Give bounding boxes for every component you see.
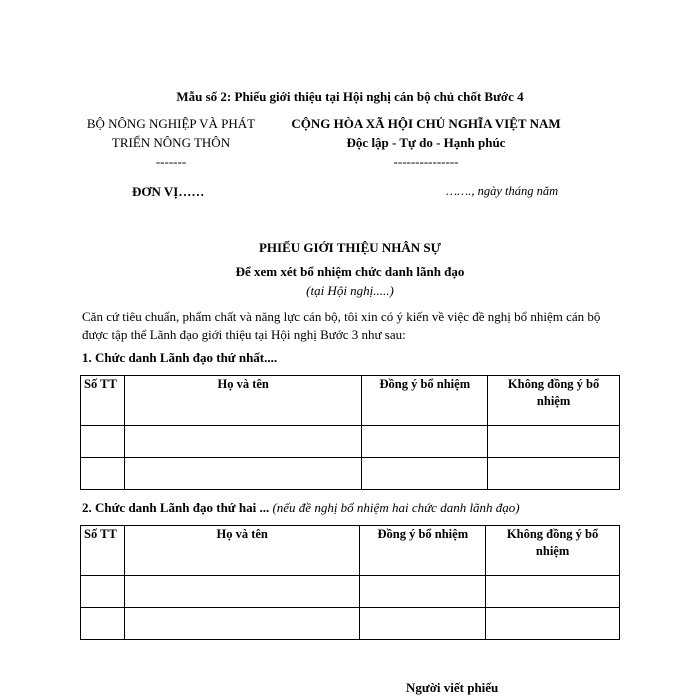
table-row <box>81 458 620 490</box>
table-row <box>81 576 620 608</box>
table-row <box>81 426 620 458</box>
cell-disagree[interactable] <box>488 458 620 490</box>
header-disagree: Không đồng ý bổ nhiệm <box>486 526 620 576</box>
national-rule: --------------- <box>393 154 459 169</box>
signer-label: Người viết phiếu <box>406 680 499 695</box>
table-row <box>81 608 620 640</box>
ministry-line-2: TRIỂN NÔNG THÔN <box>111 135 231 150</box>
cell-name[interactable] <box>124 608 359 640</box>
table-header-row <box>81 376 620 426</box>
subtitle-note: (tại Hội nghị.....) <box>306 283 394 298</box>
cell-agree[interactable] <box>360 608 486 640</box>
header-stt: Số TT <box>81 376 125 426</box>
nomination-table-2 <box>80 525 620 640</box>
cell-name[interactable] <box>124 576 359 608</box>
form-number: Mẫu số 2: Phiếu giới thiệu tại Hội nghị cán bộ chủ chốt Bước 4 <box>176 89 524 104</box>
national-motto: Độc lập - Tự do - Hạnh phúc <box>346 135 506 150</box>
header-stt: Số TT <box>81 526 125 576</box>
cell-stt[interactable] <box>81 576 125 608</box>
cell-agree[interactable] <box>362 426 488 458</box>
date-line: ……., ngày tháng năm <box>446 184 559 198</box>
header-name: Họ và tên <box>124 376 361 426</box>
page-title: PHIẾU GIỚI THIỆU NHÂN SỰ <box>258 240 442 255</box>
cell-stt[interactable] <box>81 458 125 490</box>
section-2-title <box>82 500 520 516</box>
cell-stt[interactable] <box>81 426 125 458</box>
table-header-row <box>81 526 620 576</box>
header-agree: Đồng ý bổ nhiệm <box>360 526 486 576</box>
cell-agree[interactable] <box>362 458 488 490</box>
cell-agree[interactable] <box>360 576 486 608</box>
cell-disagree[interactable] <box>486 576 620 608</box>
cell-name[interactable] <box>124 458 361 490</box>
cell-disagree[interactable] <box>488 426 620 458</box>
ministry-line-1: BỘ NÔNG NGHIỆP VÀ PHÁT <box>86 116 256 131</box>
section-2-label: 2. Chức danh Lãnh đạo thứ hai ... <box>82 500 270 515</box>
national-title: CỘNG HÒA XÃ HỘI CHỦ NGHĨA VIỆT NAM <box>291 116 561 131</box>
national-header <box>276 114 576 171</box>
section-2-note: (nếu đề nghị bổ nhiệm hai chức danh lãnh đạo) <box>269 500 520 515</box>
ministry-rule: ------- <box>155 154 187 169</box>
intro-paragraph: Căn cứ tiêu chuẩn, phẩm chất và năng lực cán bộ, tôi xin có ý kiến về việc đề nghị bổ nhiệm cán bộ được tập thể Lãnh đạo giới thiệu tại Hội nghị Bước 3 như sau: <box>82 309 601 342</box>
cell-stt[interactable] <box>81 608 125 640</box>
header-name: Họ và tên <box>124 526 359 576</box>
section-1-title: 1. Chức danh Lãnh đạo thứ nhất.... <box>82 350 278 365</box>
page-subtitle: Để xem xét bổ nhiệm chức danh lãnh đạo <box>235 264 465 279</box>
cell-disagree[interactable] <box>486 608 620 640</box>
nomination-table-1 <box>80 375 620 490</box>
header-disagree: Không đồng ý bổ nhiệm <box>488 376 620 426</box>
unit-label: ĐƠN VỊ…… <box>132 184 205 199</box>
ministry-header <box>70 114 272 171</box>
cell-name[interactable] <box>124 426 361 458</box>
header-agree: Đồng ý bổ nhiệm <box>362 376 488 426</box>
